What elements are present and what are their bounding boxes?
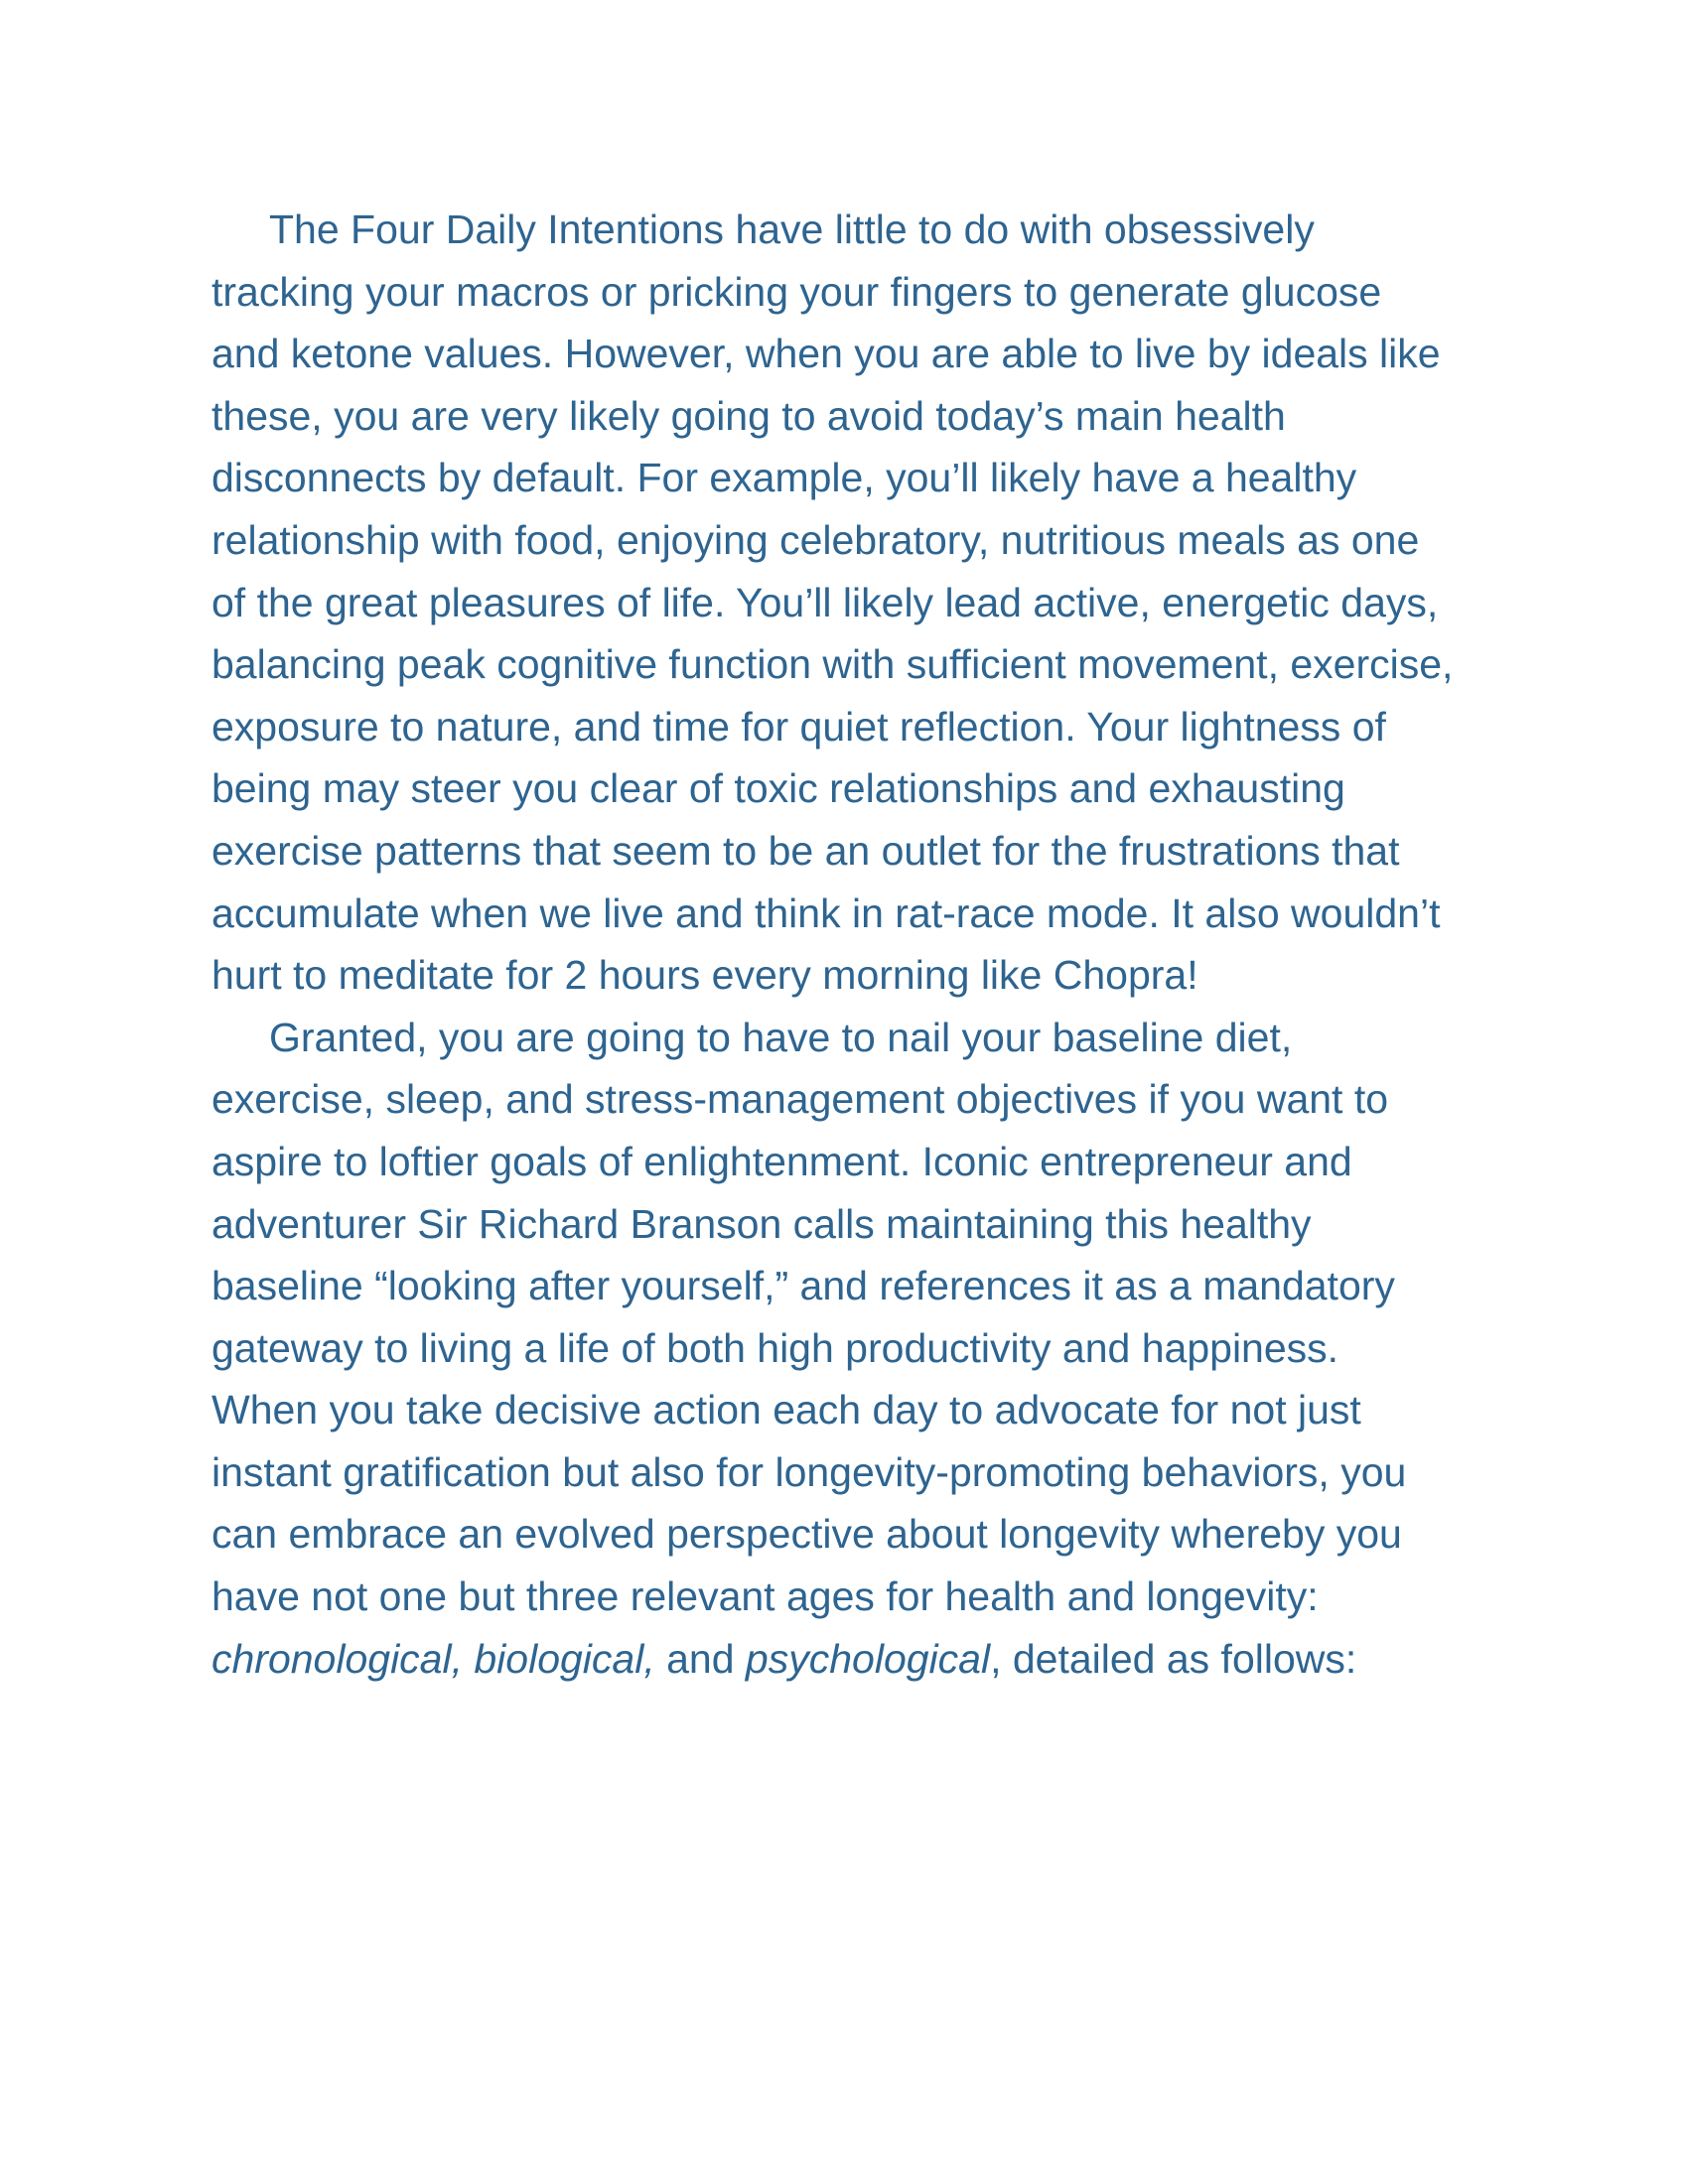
text-line: relationship with food, enjoying celebratory, nutritious meals as one: [211, 516, 1420, 563]
text-line: gateway to living a life of both high productivity and happiness.: [211, 1324, 1339, 1371]
italic-term: chronological, biological,: [211, 1635, 655, 1682]
text-line: exercise, sleep, and stress-management objectives if you want to: [211, 1076, 1389, 1123]
text-line: exposure to nature, and time for quiet reflection. Your lightness of: [211, 703, 1386, 750]
text-line: adventurer Sir Richard Branson calls maintaining this healthy: [211, 1200, 1312, 1247]
text-line: can embrace an evolved perspective about longevity whereby you: [211, 1511, 1402, 1558]
text-line: have not one but three relevant ages for health and longevity:: [211, 1573, 1319, 1620]
text-line: exercise patterns that seem to be an outlet for the frustrations that: [211, 827, 1400, 874]
text-line: disconnects by default. For example, you’ll likely have a healthy: [211, 455, 1357, 501]
italic-term: psychological: [745, 1635, 991, 1682]
text-line: Granted, you are going to have to nail your baseline diet,: [269, 1014, 1293, 1060]
text-line: of the great pleasures of life. You’ll likely lead active, energetic days,: [211, 579, 1439, 625]
text-line: being may steer you clear of toxic relationships and exhausting: [211, 765, 1345, 812]
text-line: instant gratification but also for longevity-promoting behaviors, you: [211, 1448, 1407, 1495]
text-line: When you take decisive action each day to advocate for not just: [211, 1387, 1361, 1433]
text-line: and ketone values. However, when you are able to live by ideals like: [211, 331, 1441, 377]
text-line: aspire to loftier goals of enlightenment. Iconic entrepreneur and: [211, 1138, 1352, 1184]
text-fragment: , detailed as follows:: [990, 1635, 1357, 1682]
text-line: balancing peak cognitive function with sufficient movement, exercise,: [211, 641, 1454, 688]
paragraph-1: [211, 199, 1502, 1007]
document-page: [211, 199, 1502, 1690]
text-fragment: and: [654, 1635, 746, 1682]
text-line: baseline “looking after yourself,” and references it as a mandatory: [211, 1263, 1395, 1309]
text-line: tracking your macros or pricking your fingers to generate glucose: [211, 268, 1382, 315]
text-line: hurt to meditate for 2 hours every morning like Chopra!: [211, 952, 1198, 999]
text-line: The Four Daily Intentions have little to do with obsessively: [269, 206, 1315, 252]
text-line: accumulate when we live and think in rat-race mode. It also wouldn’t: [211, 889, 1441, 936]
text-line: these, you are very likely going to avoid today’s main health: [211, 392, 1286, 439]
text-line-final: [211, 1628, 1502, 1691]
paragraph-2: [211, 1007, 1502, 1691]
